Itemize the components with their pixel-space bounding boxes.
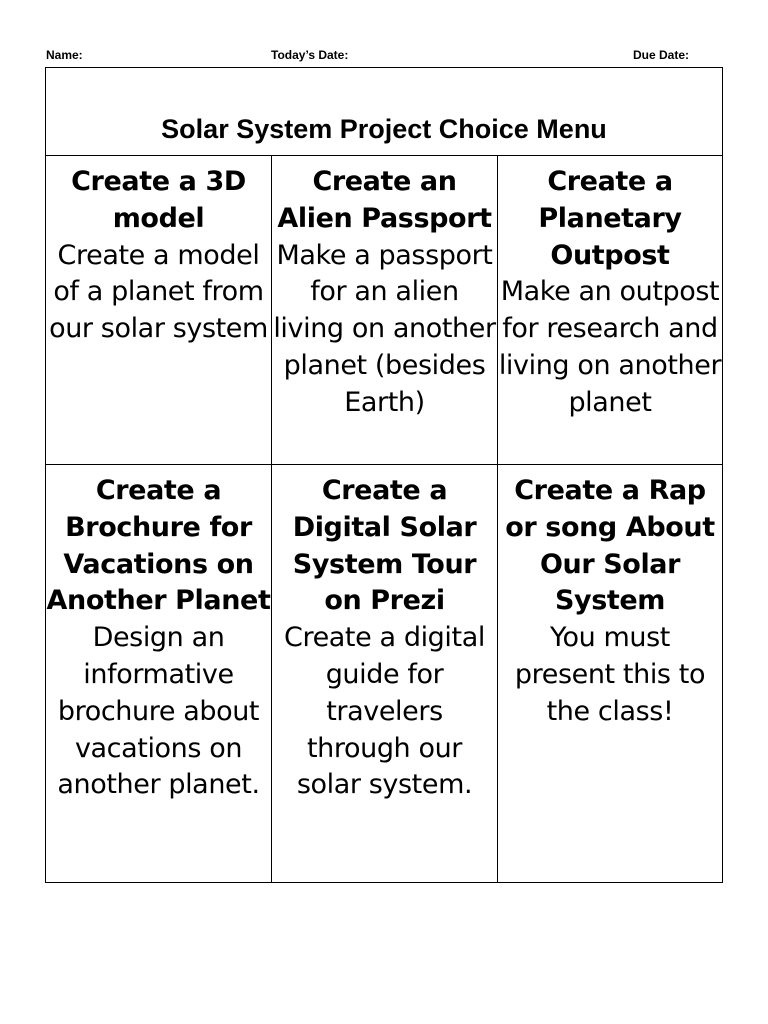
choice-title: Create a Rap or song About Our Solar System <box>505 475 715 617</box>
todays-date-label: Today’s Date: <box>271 48 349 62</box>
choice-menu-table <box>45 67 723 883</box>
choice-title: Create a Digital Solar System Tour on Prezi <box>292 475 477 617</box>
choice-description: You must present this to the class! <box>514 622 706 727</box>
choice-cell-digital-tour <box>272 465 498 882</box>
choice-description: Create a model of a planet from our solar system <box>49 239 268 345</box>
choice-cell-rap-or-song <box>498 465 722 882</box>
choice-description: Make an outpost for research and living on another planet <box>498 276 722 418</box>
choice-description: Design an informative brochure about vacations on another planet. <box>57 622 260 801</box>
choice-title: Create a Planetary Outpost <box>538 166 682 271</box>
due-date-label: Due Date: <box>633 48 690 62</box>
choice-cell-vacation-brochure <box>46 465 272 882</box>
choice-title: Create a 3D model <box>71 166 246 234</box>
choice-title: Create an Alien Passport <box>277 166 492 234</box>
worksheet-header <box>46 48 724 64</box>
choice-cell-alien-passport <box>272 156 498 465</box>
choice-cell-3d-model <box>46 156 272 465</box>
choice-description: Create a digital guide for travelers through our solar system. <box>284 622 485 801</box>
choice-description: Make a passport for an alien living on another planet (besides Earth) <box>273 239 496 418</box>
name-label: Name: <box>46 48 83 62</box>
menu-title: Solar System Project Choice Menu <box>46 68 722 156</box>
choice-title: Create a Brochure for Vacations on Another Planet <box>46 475 271 617</box>
choice-cell-planetary-outpost <box>498 156 722 465</box>
